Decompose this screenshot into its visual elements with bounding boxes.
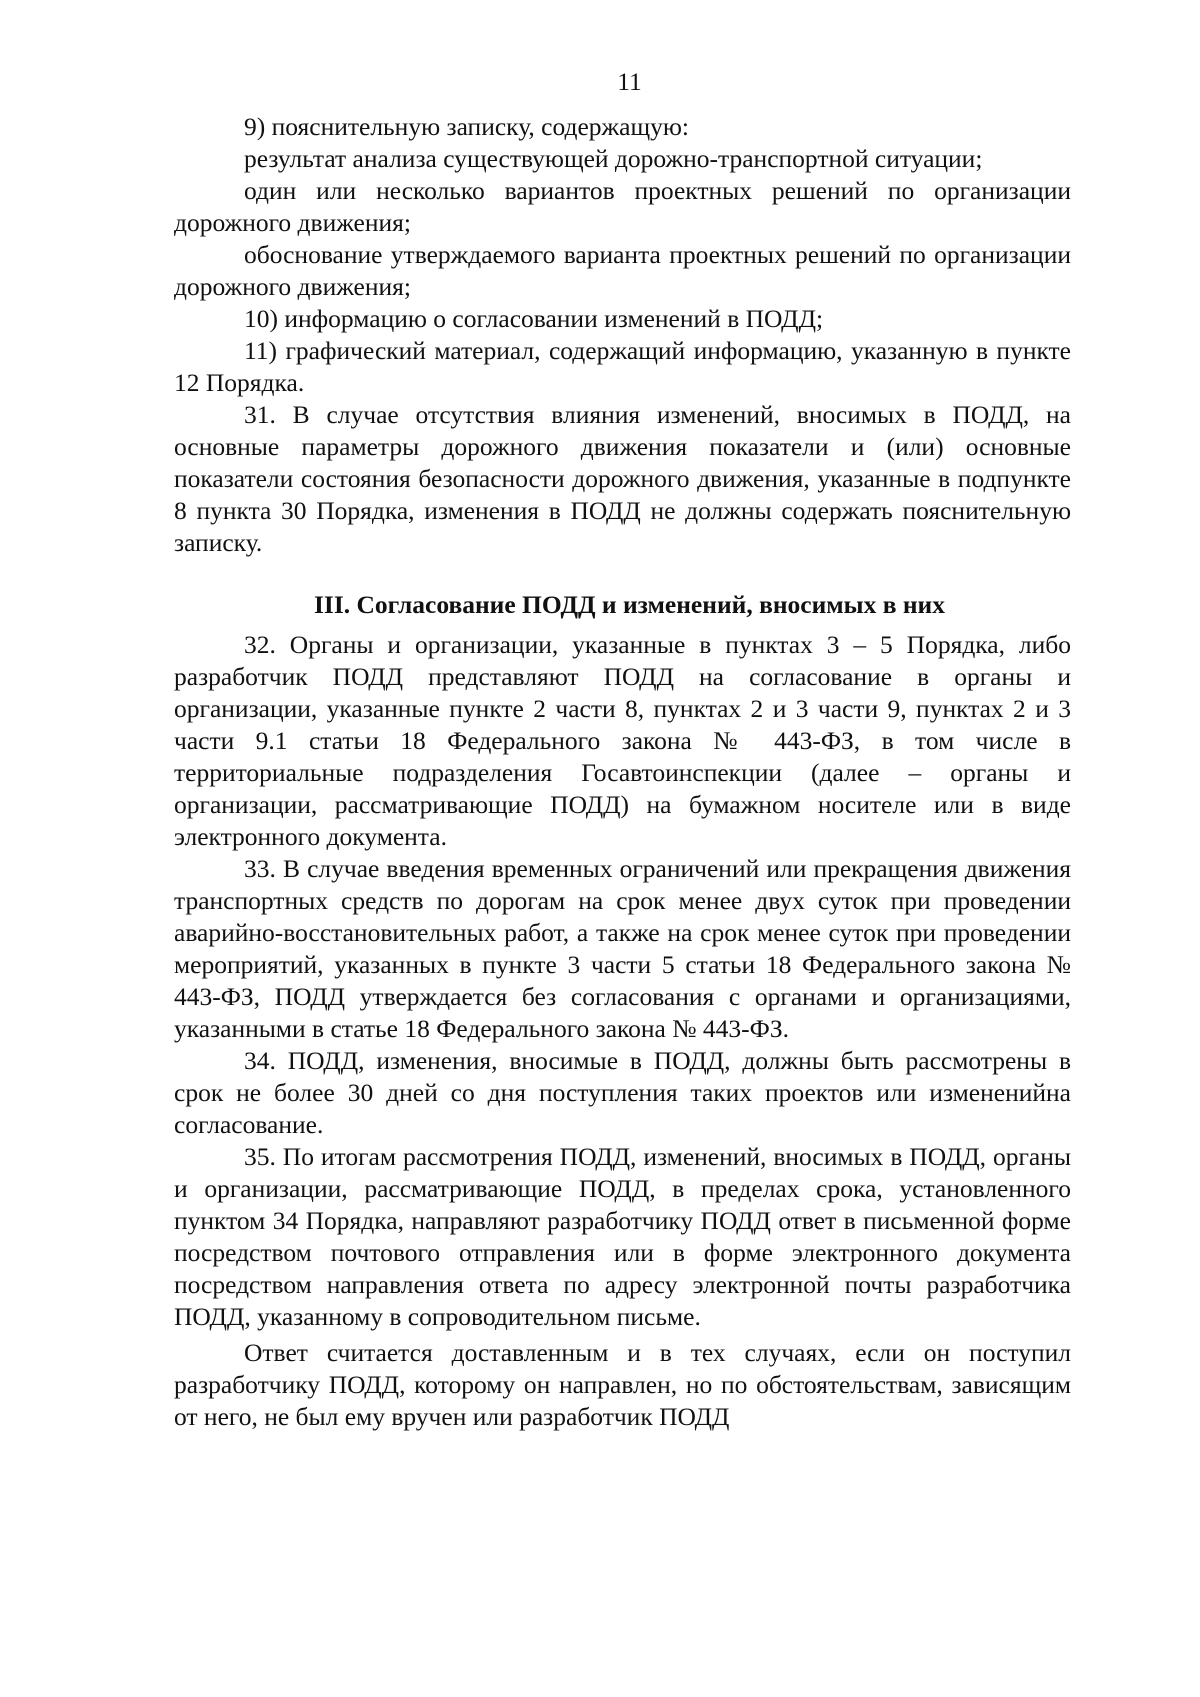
paragraph-analysis-result: результат анализа существующей дорожно-транспортной ситуации; [244, 144, 983, 173]
paragraph-32: 32. Органы и организации, указанные в пунктах 3 – 5 Порядка, либо разработчик ПОДД представляют ПОДД на согласование в органы и организации, указанные пункте 2 части 8, пунктах 2 и 3 части 9, пунктах 2 и 3 части 9.1 статьи 18 Федерального закона № 443-ФЗ, в том числе в территориальные подразделения Госавтоинспекции (далее – органы и организации, рассматривающие ПОДД) на бумажном носителе или в виде электронного документа. [174, 630, 1071, 851]
paragraph-item-9: 9) пояснительную записку, содержащую: [244, 112, 689, 141]
paragraph-item-10: 10) информацию о согласовании изменений в ПОДД; [244, 304, 824, 333]
page-number: 11 [617, 67, 642, 96]
section-heading: III. Согласование ПОДД и изменений, вносимых в них [313, 590, 945, 619]
document-page [174, 66, 1071, 1433]
paragraph-item-11: 11) графический материал, содержащий информацию, указанную в пункте 12 Порядка. [174, 336, 1071, 397]
paragraph-design-variants: один или несколько вариантов проектных решений по организации дорожного движения; [174, 176, 1071, 237]
paragraph-35: 35. По итогам рассмотрения ПОДД, изменений, вносимых в ПОДД, органы и организации, рассматривающие ПОДД, в пределах срока, установленного пунктом 34 Порядка, направляют разработчику ПОДД ответ в письменной форме посредством почтового отправления или в форме электронного документа посредством направления ответа по адресу электронной почты разработчика ПОДД, указанному в сопроводительном письме. [174, 1142, 1071, 1331]
paragraph-33: 33. В случае введения временных ограничений или прекращения движения транспортных средств по дорогам на срок менее двух суток при проведении аварийно-восстановительных работ, а также на срок менее суток при проведении мероприятий, указанных в пункте 3 части 5 статьи 18 Федерального закона № 443-ФЗ, ПОДД утверждается без согласования с органами и организациями, указанными в статье 18 Федерального закона № 443-ФЗ. [174, 854, 1071, 1043]
paragraph-answer-delivered: Ответ считается доставленным и в тех случаях, если он поступил разработчику ПОДД, которому он направлен, но по обстоятельствам, зависящим от него, не был ему вручен или разработчик ПОДД [174, 1338, 1071, 1431]
paragraph-justification: обоснование утверждаемого варианта проектных решений по организации дорожного движения; [174, 240, 1071, 301]
paragraph-31: 31. В случае отсутствия влияния изменений, вносимых в ПОДД, на основные параметры дорожного движения показатели и (или) основные показатели состояния безопасности дорожного движения, указанные в подпункте 8 пункта 30 Порядка, изменения в ПОДД не должны содержать пояснительную записку. [174, 400, 1071, 557]
paragraph-34: 34. ПОДД, изменения, вносимые в ПОДД, должны быть рассмотрены в срок не более 30 дней со дня поступления таких проектов или измененийна согласование. [174, 1046, 1071, 1139]
